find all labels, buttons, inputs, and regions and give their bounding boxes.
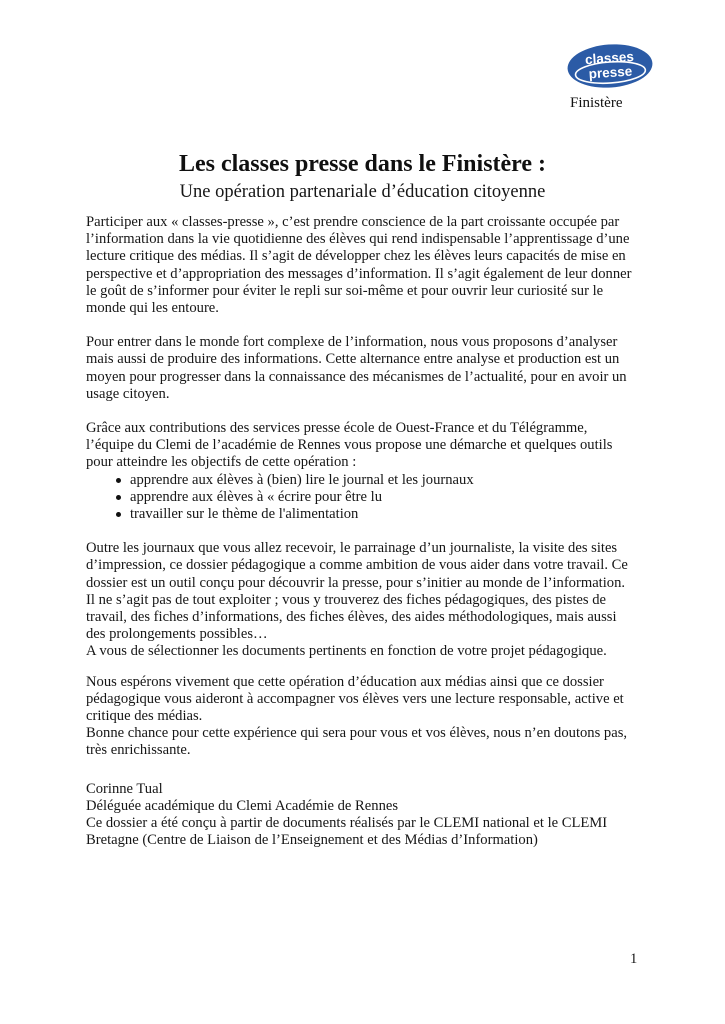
bullet-item [86,489,646,506]
bullet-text: apprendre aux élèves à « écrire pour être lu [130,488,383,505]
classes-presse-logo-icon [566,43,654,89]
logo-word-classes: classes [584,48,635,68]
bullet-icon [116,495,121,500]
paragraph-line: Nous espérons vivement que cette opération d’éducation aux médias ainsi que ce dossier [86,673,604,690]
signature-role: Déléguée académique du Clemi Académie de Rennes [86,797,399,814]
bullet-icon [116,478,121,483]
signature-note-line: Ce dossier a été conçu à partir de documents réalisés par le CLEMI national et le CLEMI [86,815,608,832]
signature-note-line: Bretagne (Centre de Liaison de l’Enseignement et des Médias d’Information) [86,832,538,849]
bullet-item [86,472,646,489]
paragraph-line: perspective et d’appropriation des messages d’information. Il s’agit également de leur donner [86,265,632,282]
paragraph-4 [86,540,646,660]
signature-block [86,781,646,850]
bullet-text: apprendre aux élèves à (bien) lire le journal et les journaux [130,471,474,488]
paragraph-line: A vous de sélectionner les documents pertinents en fonction de votre projet pédagogique. [86,643,607,660]
paragraph-line: d’impression, ce dossier pédagogique a comme ambition de vous aider dans votre travail. Ce [86,557,628,574]
document-title: Les classes presse dans le Finistère : [178,151,547,177]
paragraph-line: Grâce aux contributions des services presse école de Ouest-France et du Télégramme, [86,420,588,437]
paragraph-line: travail, des fiches d’informations, des fiches élèves, des aides méthodologiques, mais aussi [86,609,617,626]
logo-word-presse: presse [588,63,633,82]
paragraph-line: critique des médias. [86,708,203,725]
paragraph-line: Participer aux « classes-presse », c’est prendre conscience de la part croissante occupée par [86,214,620,230]
objectives-list [86,472,646,524]
classes-presse-logo [566,43,656,112]
bullet-text: travailler sur le thème de l'alimentation [130,506,359,523]
paragraph-line: pédagogique vous aideront à accompagner vos élèves vers une lecture responsable, active et [86,690,624,707]
document-body [86,214,646,850]
paragraph-line: moyen pour progresser dans la connaissance des mécanismes de l’actualité, pour en avoir un [86,368,627,385]
paragraph-line: très enrichissante. [86,742,191,759]
paragraph-3 [86,420,646,472]
paragraph-5 [86,674,646,760]
paragraph-line: dossier est un outil conçu pour découvrir la presse, pour s’initier au monde de l’information. [86,574,626,591]
paragraph-line: Il ne s’agit pas de tout exploiter ; vous y trouverez des fiches pédagogiques, des pistes de [86,591,606,608]
bullet-icon [116,512,121,517]
paragraph-line: monde qui les entoure. [86,300,219,317]
page-number: 1 [630,951,638,967]
bullet-item [86,506,646,523]
paragraph-2 [86,334,646,403]
paragraph-line: l’équipe du Clemi de l’académie de Rennes vous propose une démarche et quelques outils [86,437,613,454]
paragraph-line: mais aussi de produire des informations. Cette alternance entre analyse et production est un [86,351,620,368]
paragraph-line: pour atteindre les objectifs de cette opération : [86,454,357,471]
paragraph-line: Outre les journaux que vous allez recevoir, le parrainage d’un journaliste, la visite des sites [86,540,618,557]
logo-caption: Finistère [570,95,623,111]
paragraph-line: Bonne chance pour cette expérience qui sera pour vous et vos élèves, nous n’en doutons pas, [86,725,628,742]
paragraph-1 [86,214,646,317]
document-subtitle: Une opération partenariale d’éducation citoyenne [179,182,546,202]
signature-name: Corinne Tual [86,780,163,797]
paragraph-line: l’information dans la vie quotidienne des élèves qui rend indispensable l’apprentissage d’une [86,231,630,248]
paragraph-line: des prolongements possibles… [86,626,268,643]
paragraph-line: lecture critique des médias. Il s’agit de développer chez les élèves leurs capacités de mise en [86,248,626,265]
paragraph-line: usage citoyen. [86,385,170,402]
paragraph-line: Pour entrer dans le monde fort complexe de l’information, nous vous proposons d’analyser [86,334,618,351]
paragraph-line: le goût de s’informer pour éviter le repli sur soi-même et pour ouvrir leur curiosité sur le [86,282,604,299]
